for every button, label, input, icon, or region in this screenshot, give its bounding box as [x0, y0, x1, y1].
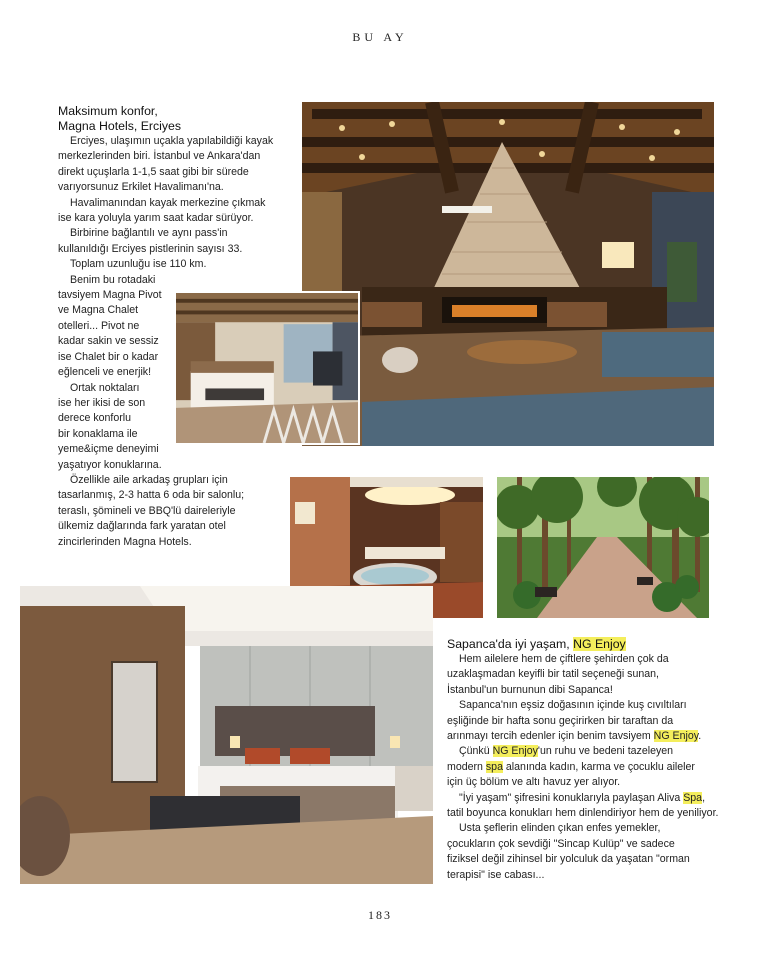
- forest-path-photo: [497, 477, 709, 618]
- text-line: ise kara yoluyla yarım saat kadar sürüyor.: [58, 212, 254, 225]
- text-line: derece konforlu: [58, 412, 132, 425]
- text-line: ülkemiz dağlarında fark yaratan otel: [58, 520, 226, 533]
- article-title-line1: Maksimum konfor,: [58, 104, 158, 118]
- text-line: Ortak noktaları: [70, 381, 140, 394]
- article-title: [58, 104, 290, 134]
- text-line: eğlenceli ve enerjik!: [58, 366, 152, 379]
- text-line: varıyorsunuz Erkilet Havalimanı'na.: [58, 181, 224, 194]
- text-line: uzaklaşmadan keyifli bir tatil seçeneği sunan,: [447, 668, 659, 681]
- text-line: Toplam uzunluğu ise 110 km.: [70, 258, 207, 271]
- text-line: tatil boyunca konukları hem dinlendiriyor hem de yeniliyor.: [447, 807, 719, 820]
- article-title-prefix: Sapanca'da iyi yaşam,: [447, 637, 574, 651]
- text-line: Benim bu rotadaki: [70, 273, 156, 286]
- hotel-bedroom-photo: [20, 586, 433, 884]
- text-line: İstanbul'un burnunun dibi Sapanca!: [447, 683, 613, 696]
- text-line: [447, 760, 739, 775]
- text-line: otelleri... Pivot ne: [58, 319, 140, 332]
- text-line: merkezlerinden biri. İstanbul ve Ankara'dan: [58, 150, 261, 163]
- text-line: Hem ailelere hem de çiftlere şehirden çok da: [459, 653, 669, 665]
- text-line: bir konaklama ile: [58, 427, 138, 440]
- text-run: arınmayı tercih edenler için benim tavsiyem: [447, 730, 654, 743]
- text-line: tavsiyem Magna Pivot: [58, 289, 162, 302]
- highlight-spa: Spa: [683, 791, 703, 804]
- highlight-hotel-name: NG Enjoy: [653, 730, 699, 743]
- text-line: Özellikle aile arkadaş grupları için: [70, 473, 228, 486]
- text-line: Birbirine bağlantılı ve aynı pass'in: [70, 227, 228, 240]
- text-line: ise her ikisi de son: [58, 396, 146, 409]
- text-line: Havalimanından kayak merkezine çıkmak: [70, 196, 266, 209]
- text-line: çocukların çok sevdiği "Sincap Kulüp" ve sadece: [447, 837, 675, 850]
- text-line: ve Magna Chalet: [58, 304, 139, 317]
- text-run: .: [698, 730, 702, 743]
- text-line: Sapanca'nın eşsiz doğasının içinde kuş cıvıltıları: [459, 699, 687, 712]
- article-title: [447, 637, 739, 652]
- text-run: ,: [702, 791, 706, 804]
- text-line: yaşatıyor konuklarına.: [58, 458, 162, 471]
- text-run: alanında kadın, karma ve çocuklu aileler: [502, 760, 695, 773]
- highlight-hotel-name: NG Enjoy: [573, 637, 626, 651]
- text-line: Usta şeflerin elinden çıkan enfes yemekler,: [459, 822, 661, 835]
- section-header: BU AY: [352, 30, 408, 44]
- highlight-hotel-name: NG Enjoy: [492, 745, 538, 758]
- text-line: kullanıldığı Erciyes pistlerinin sayısı 33.: [58, 242, 243, 255]
- text-line: kadar sakin ve sessiz: [58, 335, 159, 348]
- text-run: Çünkü: [459, 745, 493, 758]
- text-line: direkt uçuşlarla 1-1,5 saat gibi bir sürede: [58, 165, 249, 178]
- text-line: zincirlerinden Magna Hotels.: [58, 535, 192, 548]
- text-line: tasarlanmış, 2-3 hatta 6 oda bir salonlu;: [58, 489, 245, 502]
- text-line: eşliğinde bir hafta sonu geçirirken bir taraftan da: [447, 714, 674, 727]
- chalet-bedroom-photo: [174, 291, 360, 445]
- text-line: [447, 744, 739, 759]
- text-line: için üç bölüm ve altı havuz yer alıyor.: [447, 776, 621, 789]
- chalet-lounge-photo: [302, 102, 714, 446]
- text-line: [447, 791, 739, 806]
- highlight-spa: spa: [485, 760, 503, 773]
- text-line: yeme&içme deneyimi: [58, 443, 159, 456]
- article-body: [447, 652, 739, 883]
- text-line: [447, 729, 739, 744]
- article-ng-enjoy: [447, 637, 739, 883]
- text-line: terapisi" ise cabası...: [447, 868, 545, 881]
- text-run: "İyi yaşam" şifresini konuklarıyla paylaşan Aliva: [459, 791, 684, 804]
- text-line: teraslı, şömineli ve BBQ'lü daireleriyle: [58, 504, 236, 517]
- text-line: fiziksel değil zihinsel bir yolculuk da yaşatan "orman: [447, 853, 690, 866]
- text-run: 'un ruhu ve bedeni tazeleyen: [537, 745, 674, 758]
- text-run: modern: [447, 760, 486, 773]
- page-number: 183: [368, 908, 392, 922]
- text-line: ise Chalet bir o kadar: [58, 350, 159, 363]
- text-line: Erciyes, ulaşımın uçakla yapılabildiği kayak: [70, 135, 274, 147]
- article-title-line2: Magna Hotels, Erciyes: [58, 119, 182, 133]
